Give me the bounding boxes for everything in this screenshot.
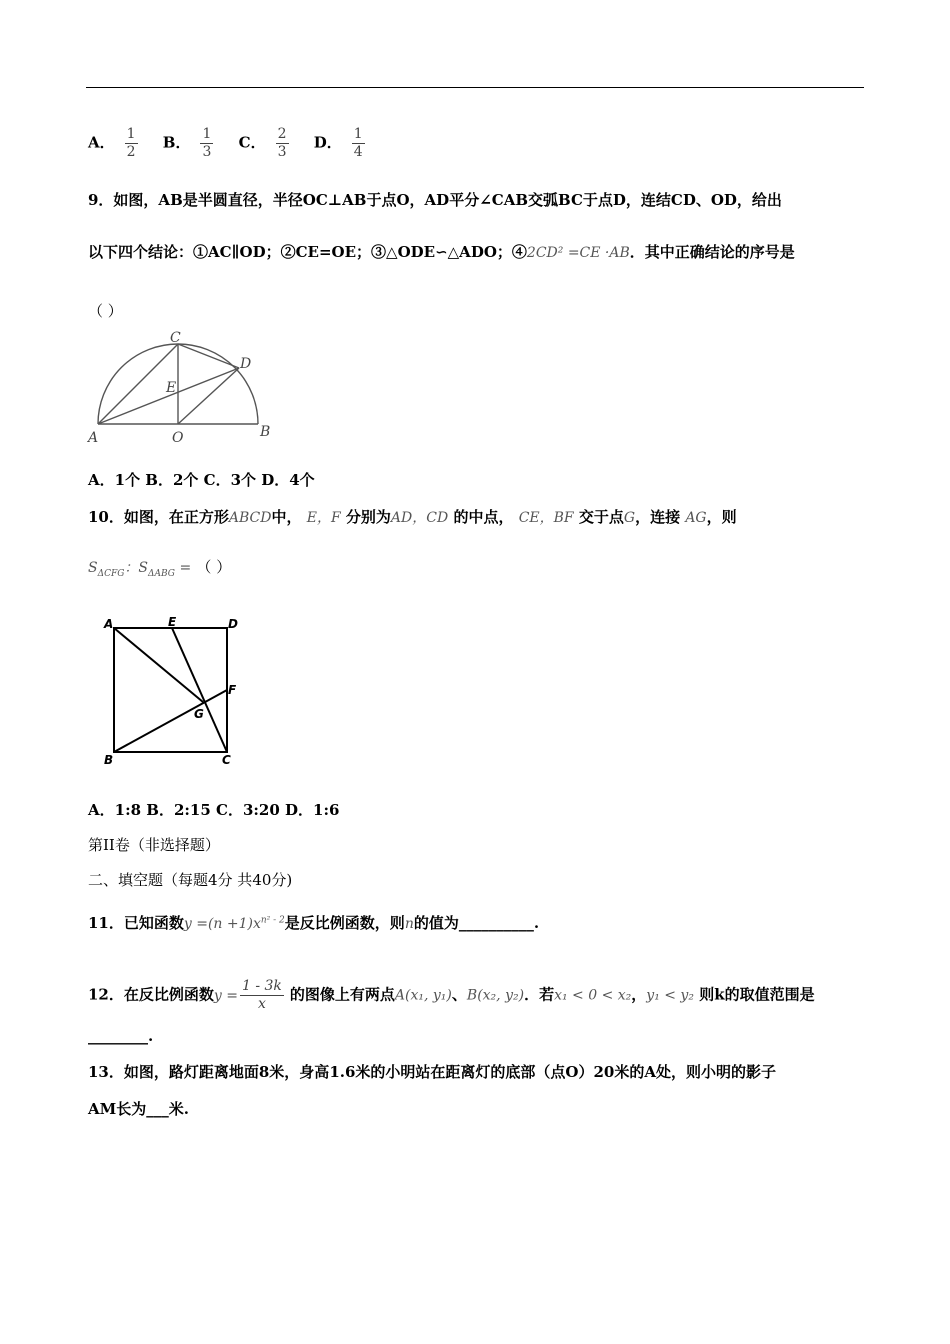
q12-answer-blank[interactable]: ________.	[88, 1027, 154, 1045]
segment-bf	[114, 690, 227, 752]
q8-option-a[interactable]: A． $\frac{1}{2}$	[88, 126, 136, 160]
label-d: D	[228, 617, 238, 631]
label-o: O	[172, 430, 184, 446]
q12-stem-line1: 12．在反比例函数y = $\frac{1 - 3k}{x}$ 的图像上有两点A(x₁, y₁)、B(x₂, y₂)．若x₁ < 0 < x₂，y₁ < y₂ 则k的取值范围是	[88, 978, 815, 1012]
label-a: A	[104, 617, 114, 631]
q9-semicircle-figure	[84, 328, 284, 448]
q8-option-b[interactable]: B． $\frac{1}{3}$	[162, 126, 212, 160]
square-abcd	[114, 628, 227, 752]
label-f: F	[228, 683, 237, 697]
q9-stem-line1: 9．如图，AB是半圆直径，半径OC⊥AB于点O，AD平分∠CAB交弧BC于点D，连结CD、OD，给出	[88, 191, 782, 209]
header-rule	[86, 87, 864, 88]
q10-stem-line1: 10．如图，在正方形ABCD中， E，F 分别为AD，CD 的中点， CE，BF 交于点G，连接 AG，则	[88, 508, 737, 526]
q10-ratio: $S_{\Delta CFG}$：$S_{\Delta ABG}$ =	[88, 560, 192, 579]
q8-options	[88, 126, 385, 161]
segment-ce	[172, 628, 227, 752]
label-g: G	[194, 707, 204, 721]
q9-formula: 2CD² =CE ·AB	[526, 245, 630, 261]
q8-option-d[interactable]: D． $\frac{1}{4}$	[313, 126, 363, 160]
q11-stem: 11．已知函数$y =(n +1)x^{n^2 - 2}$是反比例函数，则n的值为__________.	[88, 914, 540, 932]
q12-function: y = $\frac{1 - 3k}{x}$	[213, 978, 282, 1012]
q10-stem-line2: $S_{\Delta CFG}$：$S_{\Delta ABG}$ = （ ）	[88, 558, 232, 579]
segment-cd	[178, 344, 239, 368]
q13-stem-line2: AM长为___米.	[88, 1100, 189, 1118]
q10-options[interactable]: A．1:8 B．2:15 C．3:20 D．1:6	[88, 801, 340, 819]
q13-stem-line1: 13．如图，路灯距离地面8米，身高1.6米的小明站在距离灯的底部（点O）20米的A处，则小明的影子	[88, 1063, 776, 1081]
q9-stem-line2: 以下四个结论：①AC∥OD；②CE=OE；③△ODE∽△ADO；④2CD² =CE ·AB．其中正确结论的序号是	[88, 243, 795, 261]
segment-od	[178, 368, 239, 424]
q10-square-figure	[100, 612, 270, 772]
label-c: C	[170, 330, 181, 346]
segment-ad	[98, 368, 239, 424]
part-title: 二、填空题（每题4分 共40分)	[88, 871, 293, 889]
label-c: C	[222, 753, 231, 767]
label-b: B	[104, 753, 114, 767]
label-b: B	[260, 424, 271, 440]
q8-option-c[interactable]: C． $\frac{2}{3}$	[238, 126, 287, 160]
section-title: 第II卷（非选择题）	[88, 836, 220, 854]
label-e: E	[166, 380, 177, 396]
label-d: D	[240, 356, 252, 372]
label-e: E	[168, 615, 177, 629]
q9-answer-paren: （ ）	[88, 302, 123, 320]
q9-options[interactable]: A．1个 B．2个 C．3个 D．4个	[88, 471, 315, 489]
q11-formula: $y =(n +1)x^{n^2 - 2}$	[183, 915, 285, 932]
label-a: A	[88, 430, 99, 446]
segment-ag	[114, 628, 203, 702]
